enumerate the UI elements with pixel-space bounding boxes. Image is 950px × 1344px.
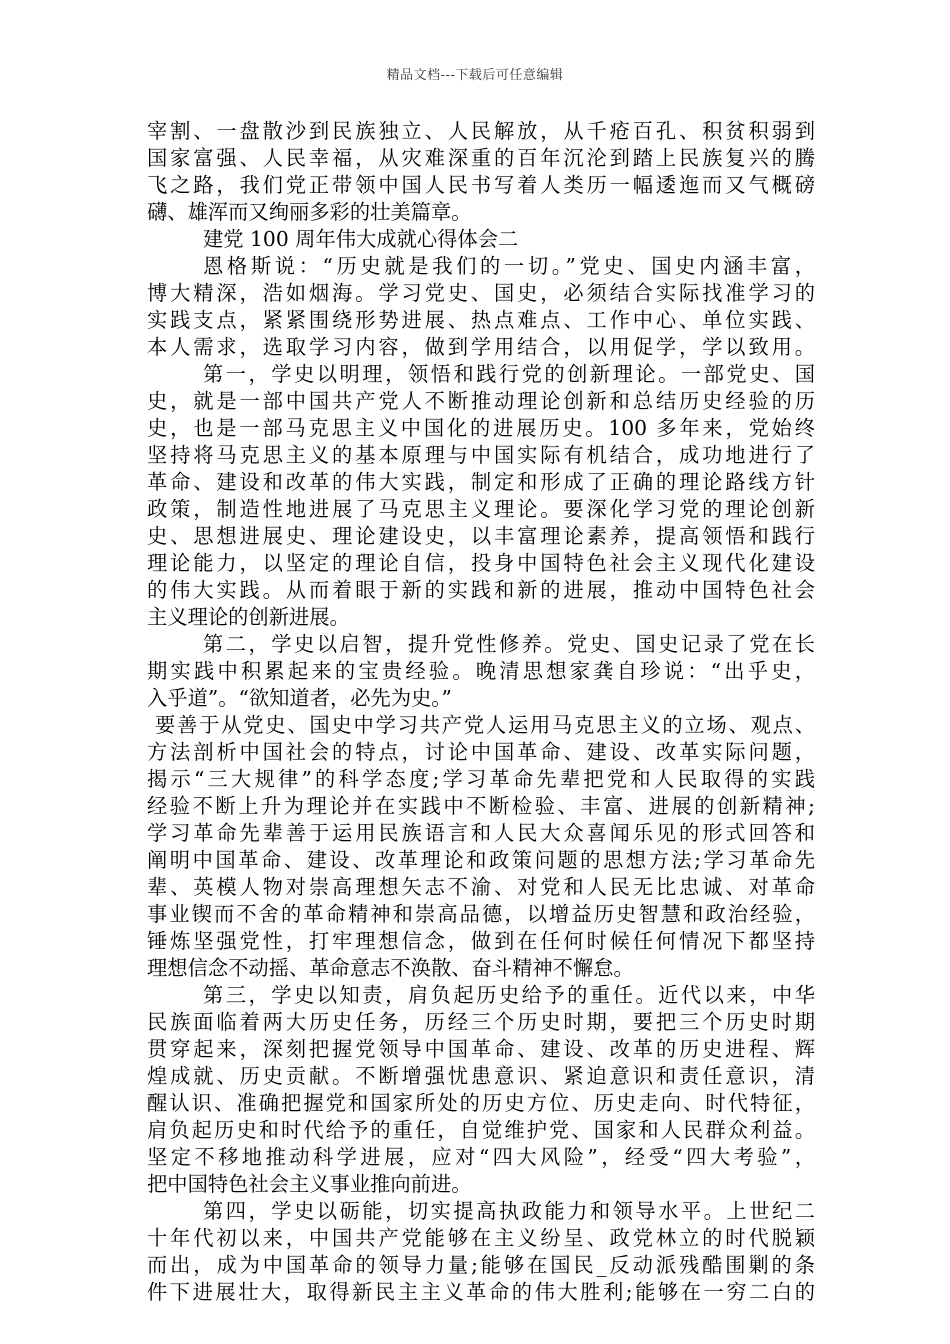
text-line: 的伟大实践。从而着眼于新的实践和新的进展，推动中国特色社会: [147, 578, 815, 602]
text-line: 实践支点，紧紧围绕形势进展、热点难点、工作中心、单位实践、: [147, 308, 815, 332]
paragraph-start: 第三，学史以知责，肩负起历史给予的重任。近代以来，中华: [203, 983, 815, 1007]
text-line: 煌成就、历史贡献。不断增强忧患意识、紧迫意识和责任意识，清: [147, 1064, 815, 1088]
text-line: 理论能力，以坚定的理论自信，投身中国特色社会主义现代化建设: [147, 551, 815, 575]
text-line: 贯穿起来，深刻把握党领导中国革命、建设、改革的历史进程、辉: [147, 1037, 815, 1061]
text-line: 期实践中积累起来的宝贵经验。晚清思想家龚自珍说：“出乎史，: [147, 659, 815, 683]
text-line: 而出，成为中国革命的领导力量;能够在国民_反动派残酷围剿的条: [147, 1253, 815, 1277]
text-line: 十年代初以来，中国共产党能够在主义纷呈、政党林立的时代脱颖: [147, 1226, 815, 1250]
text-line: 飞之路，我们党正带领中国人民书写着人类历一幅逶迤而又气概磅: [147, 173, 815, 197]
text-line: 方法剖析中国社会的特点，讨论中国革命、建设、改革实际问题，: [147, 740, 815, 764]
text-line: 理想信念不动摇、革命意志不涣散、奋斗精神不懈怠。: [147, 956, 634, 980]
text-line: 革命、建设和改革的伟大实践，制定和形成了正确的理论路线方针: [147, 470, 815, 494]
paragraph-start: 第二，学史以启智，提升党性修养。党史、国史记录了党在长: [203, 632, 815, 656]
text-line: 醒认识、准确把握党和国家所处的历史方位、历史走向、时代特征，: [147, 1091, 815, 1115]
text-line: 经验不断上升为理论并在实践中不断检验、丰富、进展的创新精神;: [147, 794, 815, 818]
text-line: 礴、雄浑而又绚丽多彩的壮美篇章。: [147, 200, 472, 224]
text-line: 坚持将马克思主义的基本原理与中国实际有机结合，成功地进行了: [147, 443, 815, 467]
text-line: 件下进展壮大，取得新民主主义革命的伟大胜利;能够在一穷二白的: [147, 1280, 815, 1304]
paragraph-start: 第一，学史以明理，领悟和践行党的创新理论。一部党史、国: [203, 362, 815, 386]
text-line: 宰割、一盘散沙到民族独立、人民解放，从千疮百孔、积贫积弱到: [147, 119, 815, 143]
text-line: 坚定不移地推动科学进展，应对“四大风险”，经受“四大考验”，: [147, 1145, 815, 1169]
text-line: 史，也是一部马克思主义中国化的进展历史。100 多年来，党始终: [147, 416, 815, 440]
text-line: 事业锲而不舍的革命精神和崇高品德，以增益历史智慧和政治经验，: [147, 902, 815, 926]
text-line: 阐明中国革命、建设、改革理论和政策问题的思想方法;学习革命先: [147, 848, 815, 872]
text-line: 肩负起历史和时代给予的重任，自觉维护党、国家和人民群众利益。: [147, 1118, 815, 1142]
text-line: 揭示“三大规律”的科学态度;学习革命先辈把党和人民取得的实践: [147, 767, 815, 791]
text-line: 史、思想进展史、理论建设史，以丰富理论素养，提高领悟和践行: [147, 524, 815, 548]
text-line: 辈、英模人物对崇高理想矢志不渝、对党和人民无比忠诚、对革命: [147, 875, 815, 899]
document-body: [147, 118, 815, 1306]
text-line: 学习革命先辈善于运用民族语言和人民大众喜闻乐见的形式回答和: [147, 821, 815, 845]
text-line: 政策，制造性地进展了马克思主义理论。要深化学习党的理论创新: [147, 497, 815, 521]
text-line: 史，就是一部中国共产党人不断推动理论创新和总结历史经验的历: [147, 389, 815, 413]
text-line: 锤炼坚强党性，打牢理想信念，做到在任何时候任何情况下都坚持: [147, 929, 815, 953]
section-title: 建党 100 周年伟大成就心得体会二: [203, 227, 519, 251]
text-line: 博大精深，浩如烟海。学习党史、国史，必须结合实际找准学习的: [147, 281, 815, 305]
paragraph-start: 第四，学史以砺能，切实提高执政能力和领导水平。上世纪二: [203, 1199, 815, 1223]
paragraph-start: 要善于从党史、国史中学习共产党人运用马克思主义的立场、观点、: [155, 713, 815, 737]
text-line: 民族面临着两大历史任务，历经三个历史时期，要把三个历史时期: [147, 1010, 815, 1034]
text-line: 本人需求，选取学习内容，做到学用结合，以用促学，学以致用。: [147, 335, 815, 359]
text-line: 入乎道”。“欲知道者，必先为史。”: [147, 686, 452, 710]
text-line: 主义理论的创新进展。: [147, 605, 350, 629]
paragraph-start: 恩格斯说：“历史就是我们的一切。”党史、国史内涵丰富，: [203, 254, 815, 278]
text-line: 国家富强、人民幸福，从灾难深重的百年沉沦到踏上民族复兴的腾: [147, 146, 815, 170]
page-header: 精品文档---下载后可任意编辑: [386, 68, 564, 83]
text-line: 把中国特色社会主义事业推向前进。: [147, 1172, 472, 1196]
